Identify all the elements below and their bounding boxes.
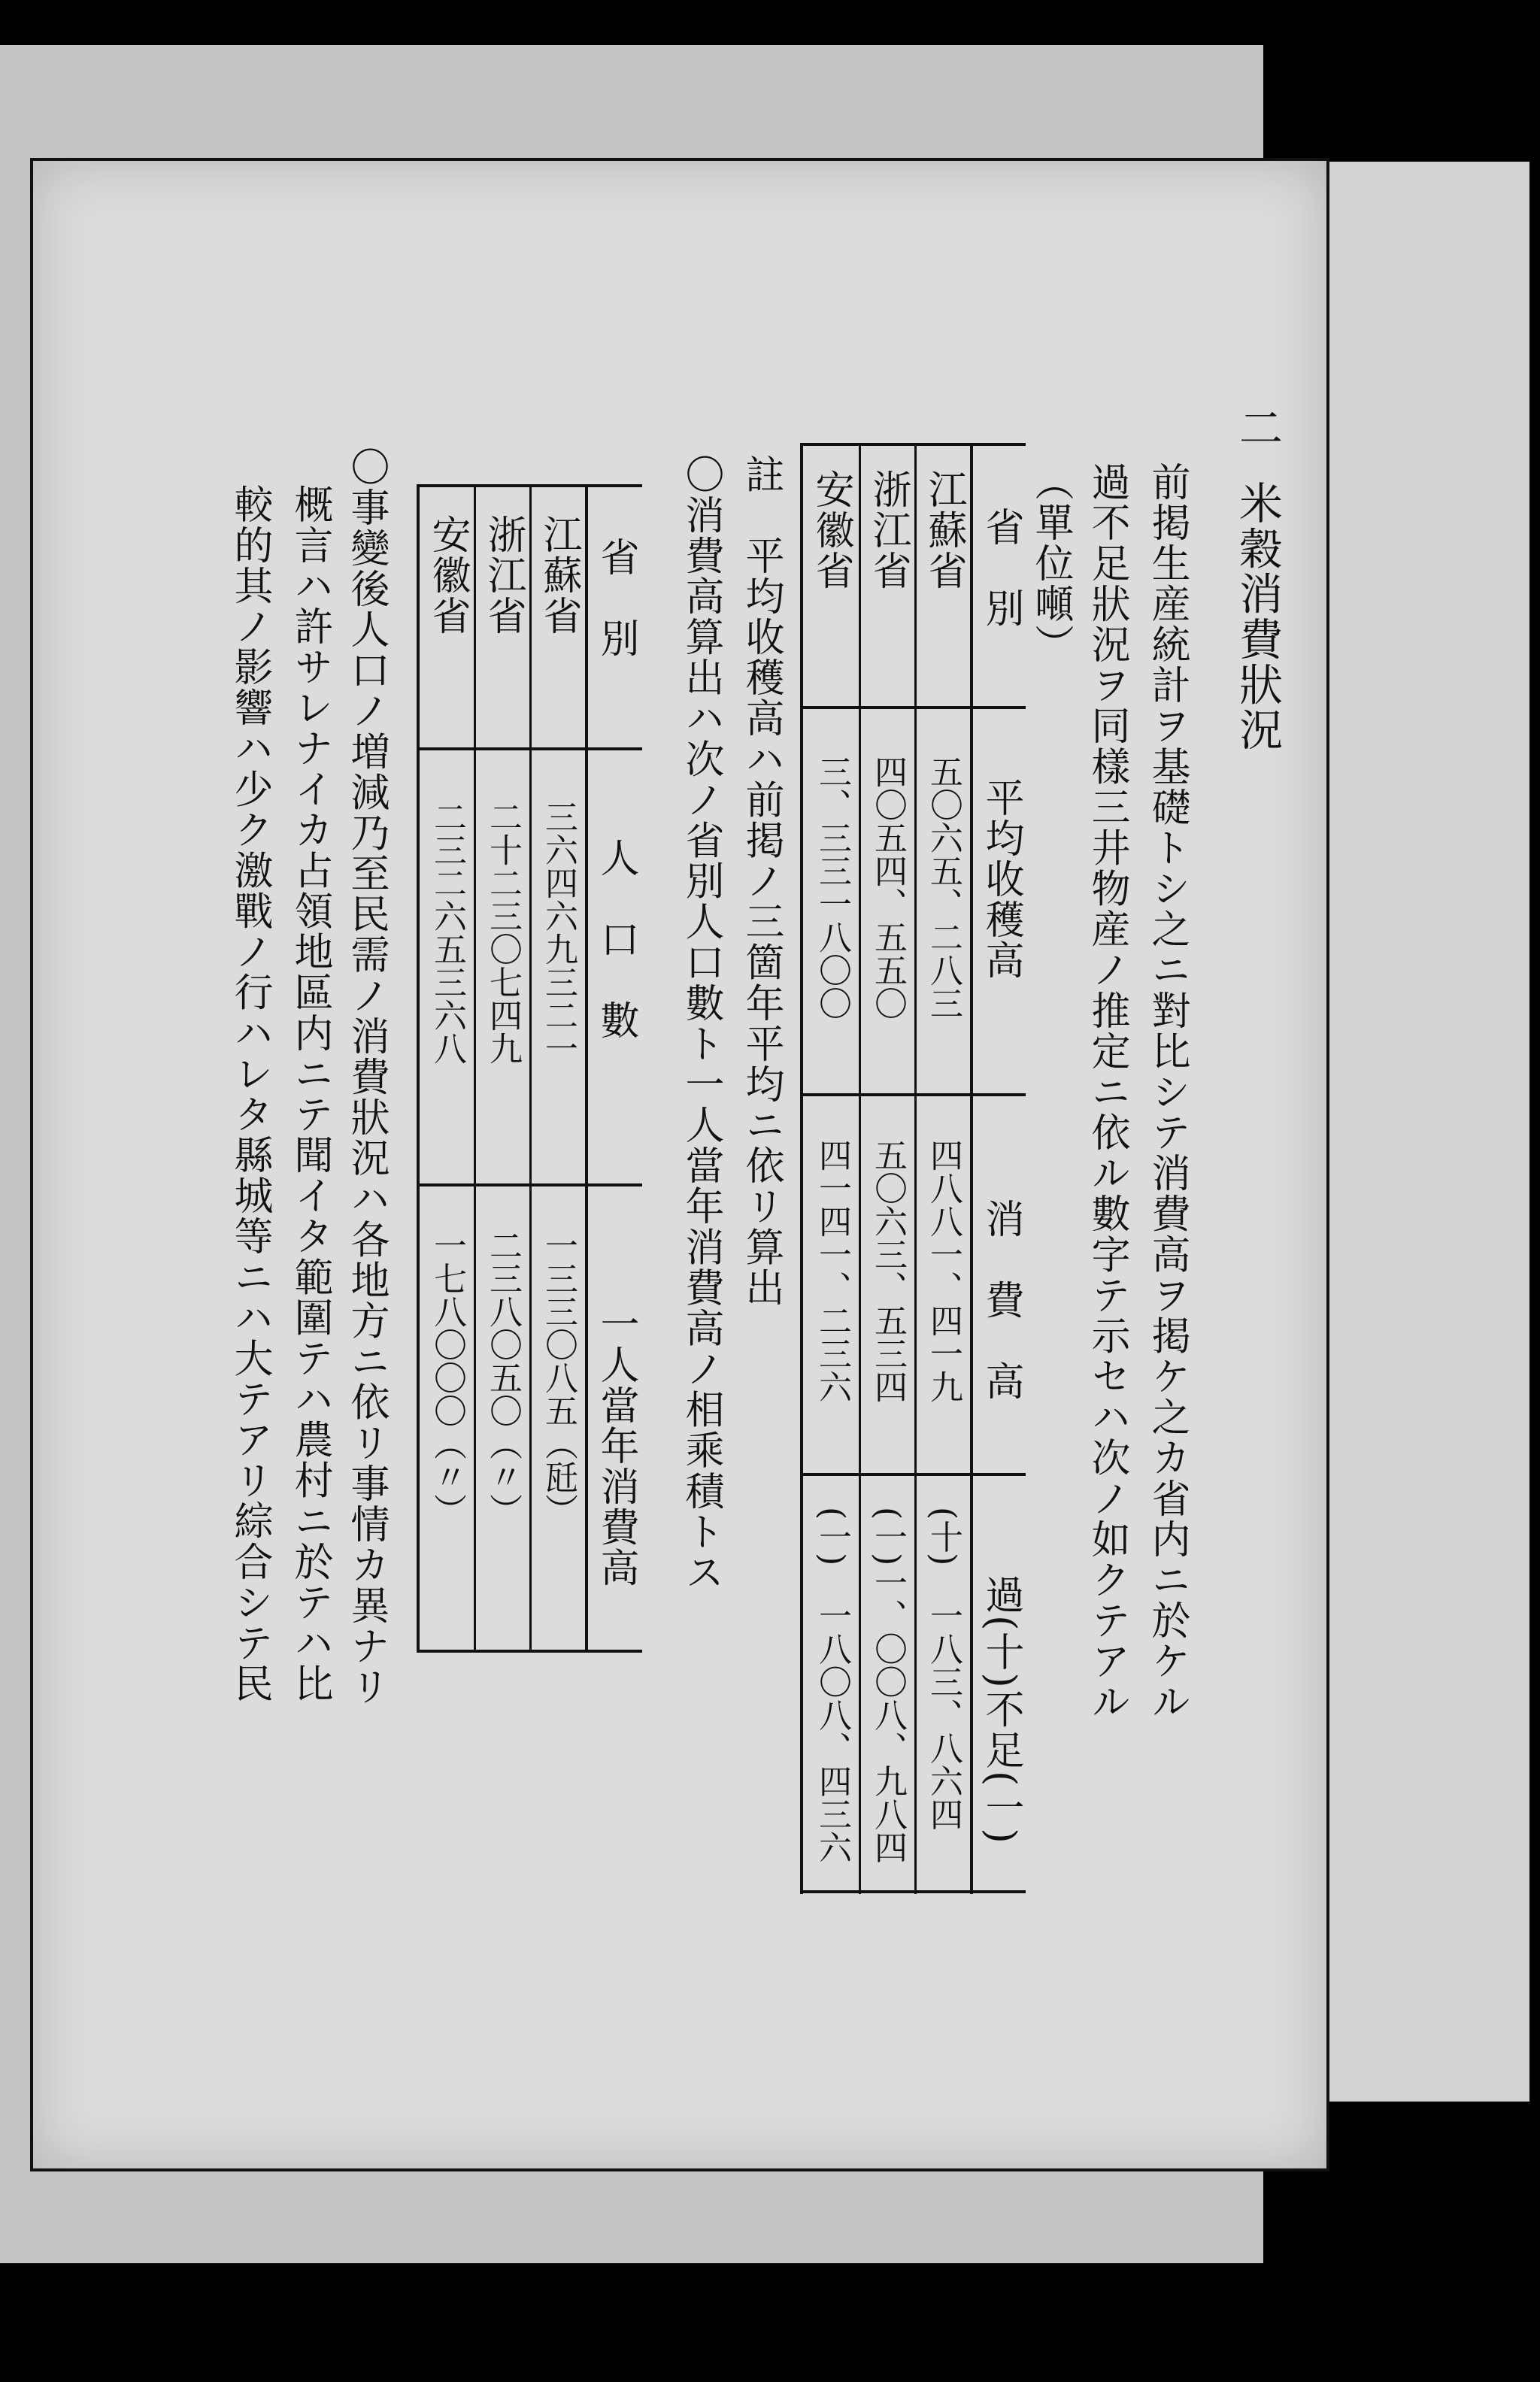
table2-col-rule-3 — [529, 484, 532, 1653]
table1-rule-3 — [800, 1473, 1026, 1476]
table2-per-capita: 二三八〇五〇（〃） — [484, 1229, 522, 1526]
table1-consumption: 四八八一、四一九 — [924, 1138, 962, 1403]
table1-province: 浙江省 — [865, 469, 911, 592]
table2-population: 二三二六五三六八 — [428, 800, 466, 1065]
table2-col-rule-1 — [417, 484, 420, 1653]
table2-population: 三六四六九三二一 — [539, 800, 578, 1065]
paragraph-line-1: 〇事變後人口ノ増減乃至民需ノ消費狀況ハ各地方ニ依リ事情カ異ナリ — [344, 447, 389, 1708]
table1-top-rule — [800, 443, 1026, 446]
table1-harvest: 五〇六五、二八三 — [924, 755, 962, 1020]
table2-province: 浙江省 — [480, 514, 526, 637]
table1-balance: (一) 一八〇八、四三六 — [813, 1507, 851, 1864]
adjacent-page-edge — [1323, 162, 1529, 2102]
note-line-1: 註 平均收穫高ハ前掲ノ三箇年平均ニ依リ算出 — [738, 454, 784, 1308]
unit-label: （單位噸） — [1028, 462, 1073, 665]
table2-province: 安徽省 — [425, 514, 470, 637]
note-line-2: 〇消費高算出ハ次ノ省別人口數ト一人當年消費高ノ相乘積トス — [678, 454, 723, 1593]
table1-consumption: 五〇六三、五三四 — [869, 1138, 907, 1403]
table2-population: 二十二三〇七四九 — [484, 800, 522, 1065]
table1-col-rule-4 — [970, 443, 973, 1894]
table1-header-consumption: 消 費 高 — [978, 1199, 1023, 1402]
table2-header-population: 人 口 數 — [593, 838, 638, 1041]
table1-rule-2 — [800, 1093, 1026, 1096]
table1-header-province: 省 別 — [978, 507, 1023, 629]
section-number: 二 — [1232, 405, 1283, 451]
table2-header-per-capita: 一人當年消費高 — [593, 1304, 638, 1589]
table1-header-balance: 過(十)不足(一) — [978, 1574, 1023, 1845]
intro-line-1: 前掲生産統計ヲ基礎トシ之ニ對比シテ消費高ヲ掲ケ之カ省内ニ於ケル — [1144, 462, 1190, 1723]
paragraph-line-3: 較的其ノ影響ハ少ク激戰ノ行ハレタ縣城等ニハ大テアリ綜合シテ民 — [227, 484, 272, 1705]
table1-bottom-rule — [800, 1890, 1026, 1893]
table2-per-capita: 一七八〇〇〇（〃） — [428, 1229, 466, 1526]
table1-header-rule — [800, 706, 1026, 709]
document-page — [30, 158, 1329, 2171]
table1-balance: (十) 一八三、八六四 — [924, 1507, 962, 1831]
intro-line-2: 過不足狀況ヲ同樣三井物産ノ推定ニ依ル數字テ示セハ次ノ如クテアル — [1084, 462, 1129, 1723]
table2-header-province: 省 別 — [593, 537, 638, 659]
table1-province: 江蘇省 — [921, 469, 966, 592]
table2-per-capita: 一三三〇八五（瓩） — [539, 1229, 578, 1526]
table2-col-rule-2 — [474, 484, 476, 1653]
section-title: 米穀消費狀況 — [1232, 480, 1283, 753]
table1-province: 安徽省 — [808, 469, 853, 592]
paragraph-line-2: 概言ハ許サレナイカ占領地區内ニテ聞イタ範圍テハ農村ニ於テハ比 — [287, 484, 332, 1705]
table1-col-rule-2 — [859, 443, 861, 1894]
table2-province: 江蘇省 — [536, 514, 581, 637]
table2-col-rule-4 — [585, 484, 588, 1653]
table1-col-rule-3 — [914, 443, 917, 1894]
table1-harvest: 三、三三一八〇〇 — [813, 755, 851, 1020]
table1-header-harvest: 平均收穫高 — [978, 777, 1023, 981]
table1-consumption: 四一四一、二三六 — [813, 1138, 851, 1403]
table1-balance: (一)一、〇〇八、九八四 — [869, 1507, 907, 1864]
table1-col-rule-1 — [800, 443, 803, 1894]
table1-harvest: 四〇五四、五五〇 — [869, 755, 907, 1020]
